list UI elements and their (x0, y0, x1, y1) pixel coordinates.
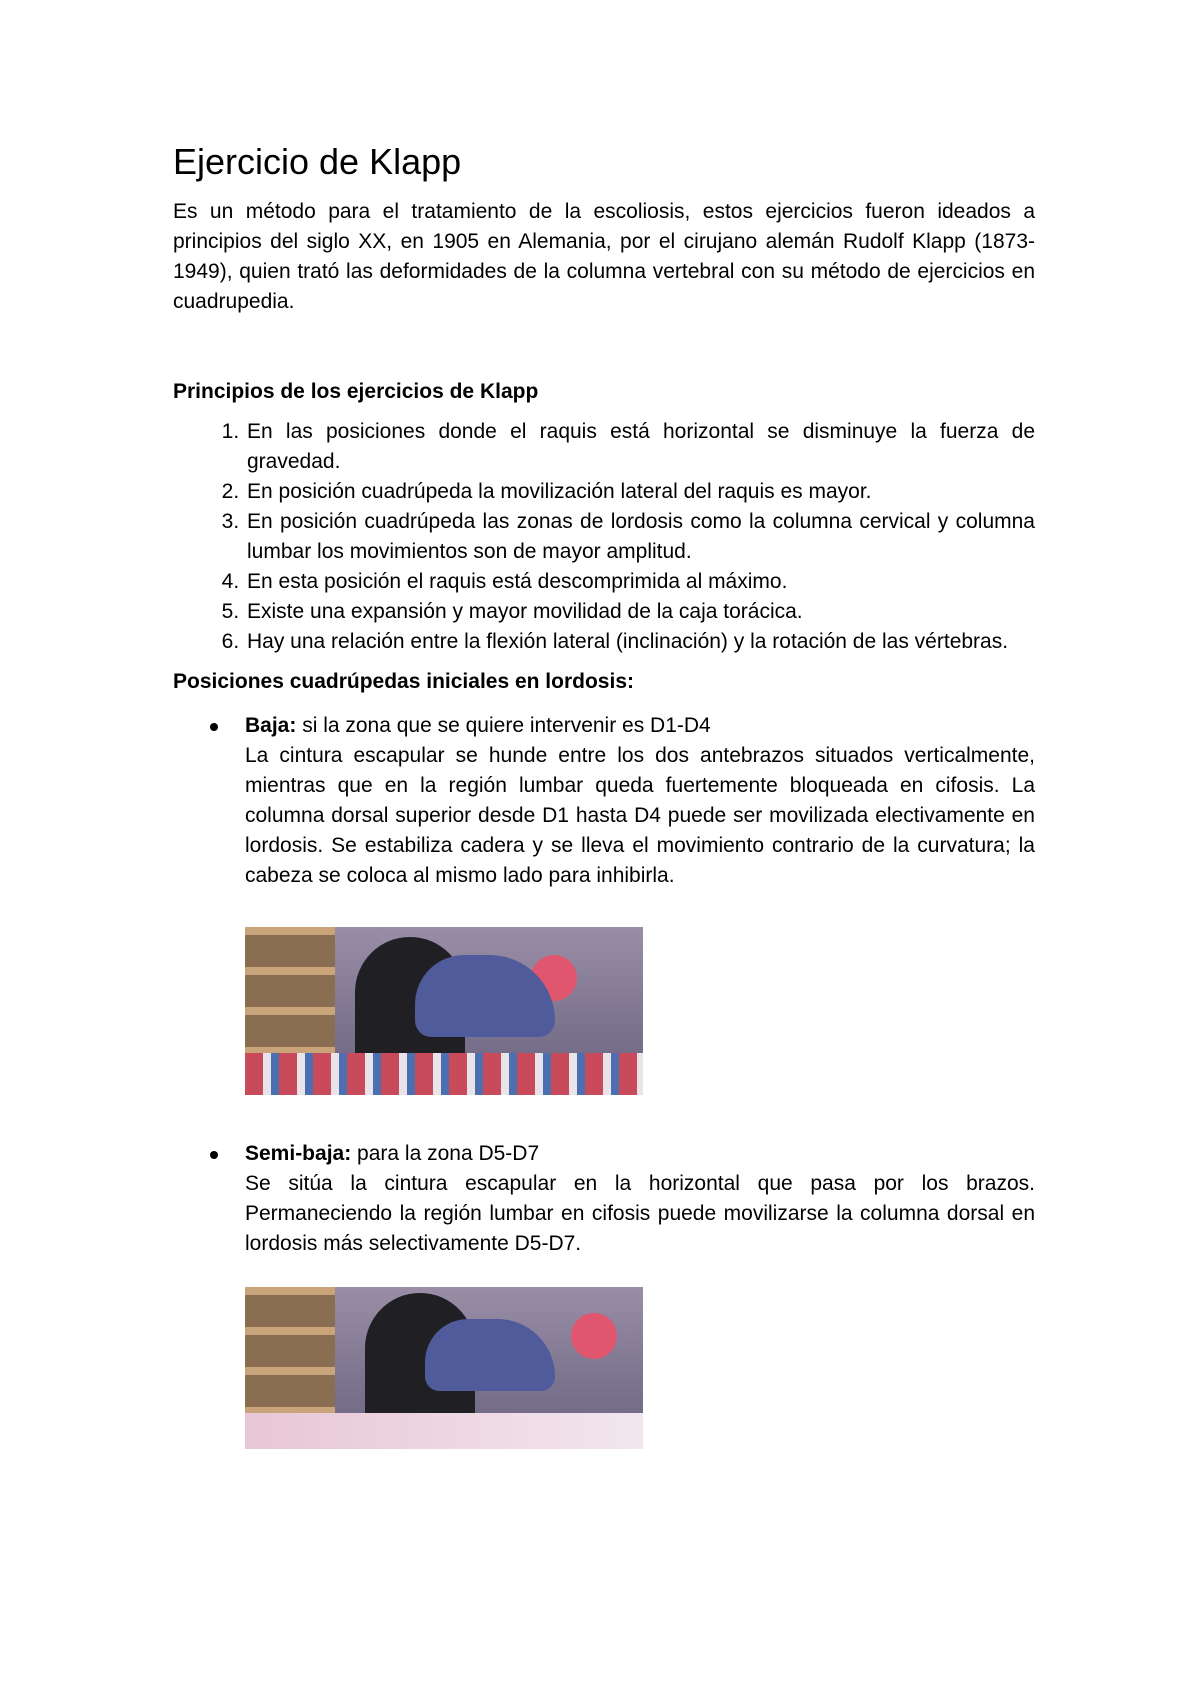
list-item: 4. En esta posición el raquis está descomprimida al máximo. (245, 567, 1035, 597)
position-item-baja (245, 711, 1035, 1095)
positions-list (173, 711, 1035, 1449)
position-zone: para la zona D5-D7 (351, 1142, 540, 1166)
list-item: 5. Existe una expansión y mayor movilidad de la caja torácica. (245, 597, 1035, 627)
bullet-icon (210, 1151, 218, 1159)
list-item: 2. En posición cuadrúpeda la movilización lateral del raquis es mayor. (245, 477, 1035, 507)
document-page (173, 140, 1035, 1449)
exercise-photo-baja (245, 927, 643, 1095)
position-zone: si la zona que se quiere intervenir es D1-D4 (296, 714, 711, 738)
position-description: Se sitúa la cintura escapular en la horizontal que pasa por los brazos. Permaneciendo la región lumbar en cifosis puede movilizarse la columna dorsal en lordosis más selectivamente D5-D7. (245, 1172, 1035, 1256)
bullet-icon (210, 723, 218, 731)
page-title: Ejercicio de Klapp (173, 141, 462, 182)
position-label: Baja: (245, 714, 297, 738)
list-item: 6. Hay una relación entre la flexión lateral (inclinación) y la rotación de las vértebras. (245, 627, 1035, 657)
exercise-photo-semi-baja (245, 1287, 643, 1449)
positions-heading: Posiciones cuadrúpedas iniciales en lordosis: (173, 670, 634, 694)
position-item-semi-baja (245, 1139, 1035, 1449)
list-item: 1. En las posiciones donde el raquis está horizontal se disminuye la fuerza de gravedad. (245, 417, 1035, 477)
principles-list (173, 417, 1035, 657)
position-description: La cintura escapular se hunde entre los dos antebrazos situados verticalmente, mientras que en la región lumbar queda fuertemente bloqueada en cifosis. La columna dorsal superior desde D1 hasta D4 puede ser movilizada electivamente en lordosis. Se estabiliza cadera y se lleva el movimiento contrario de la curvatura; la cabeza se coloca al mismo lado para inhibirla. (245, 744, 1035, 888)
list-item: 3. En posición cuadrúpeda las zonas de lordosis como la columna cervical y columna lumbar los movimientos son de mayor amplitud. (245, 507, 1035, 567)
intro-paragraph: Es un método para el tratamiento de la escoliosis, estos ejercicios fueron ideados a principios del siglo XX, en 1905 en Alemania, por el cirujano alemán Rudolf Klapp (1873-1949), quien trató las deformidades de la columna vertebral con su método de ejercicios en cuadrupedia. (173, 200, 1035, 314)
position-label: Semi-baja: (245, 1142, 352, 1166)
principles-heading: Principios de los ejercicios de Klapp (173, 380, 539, 404)
